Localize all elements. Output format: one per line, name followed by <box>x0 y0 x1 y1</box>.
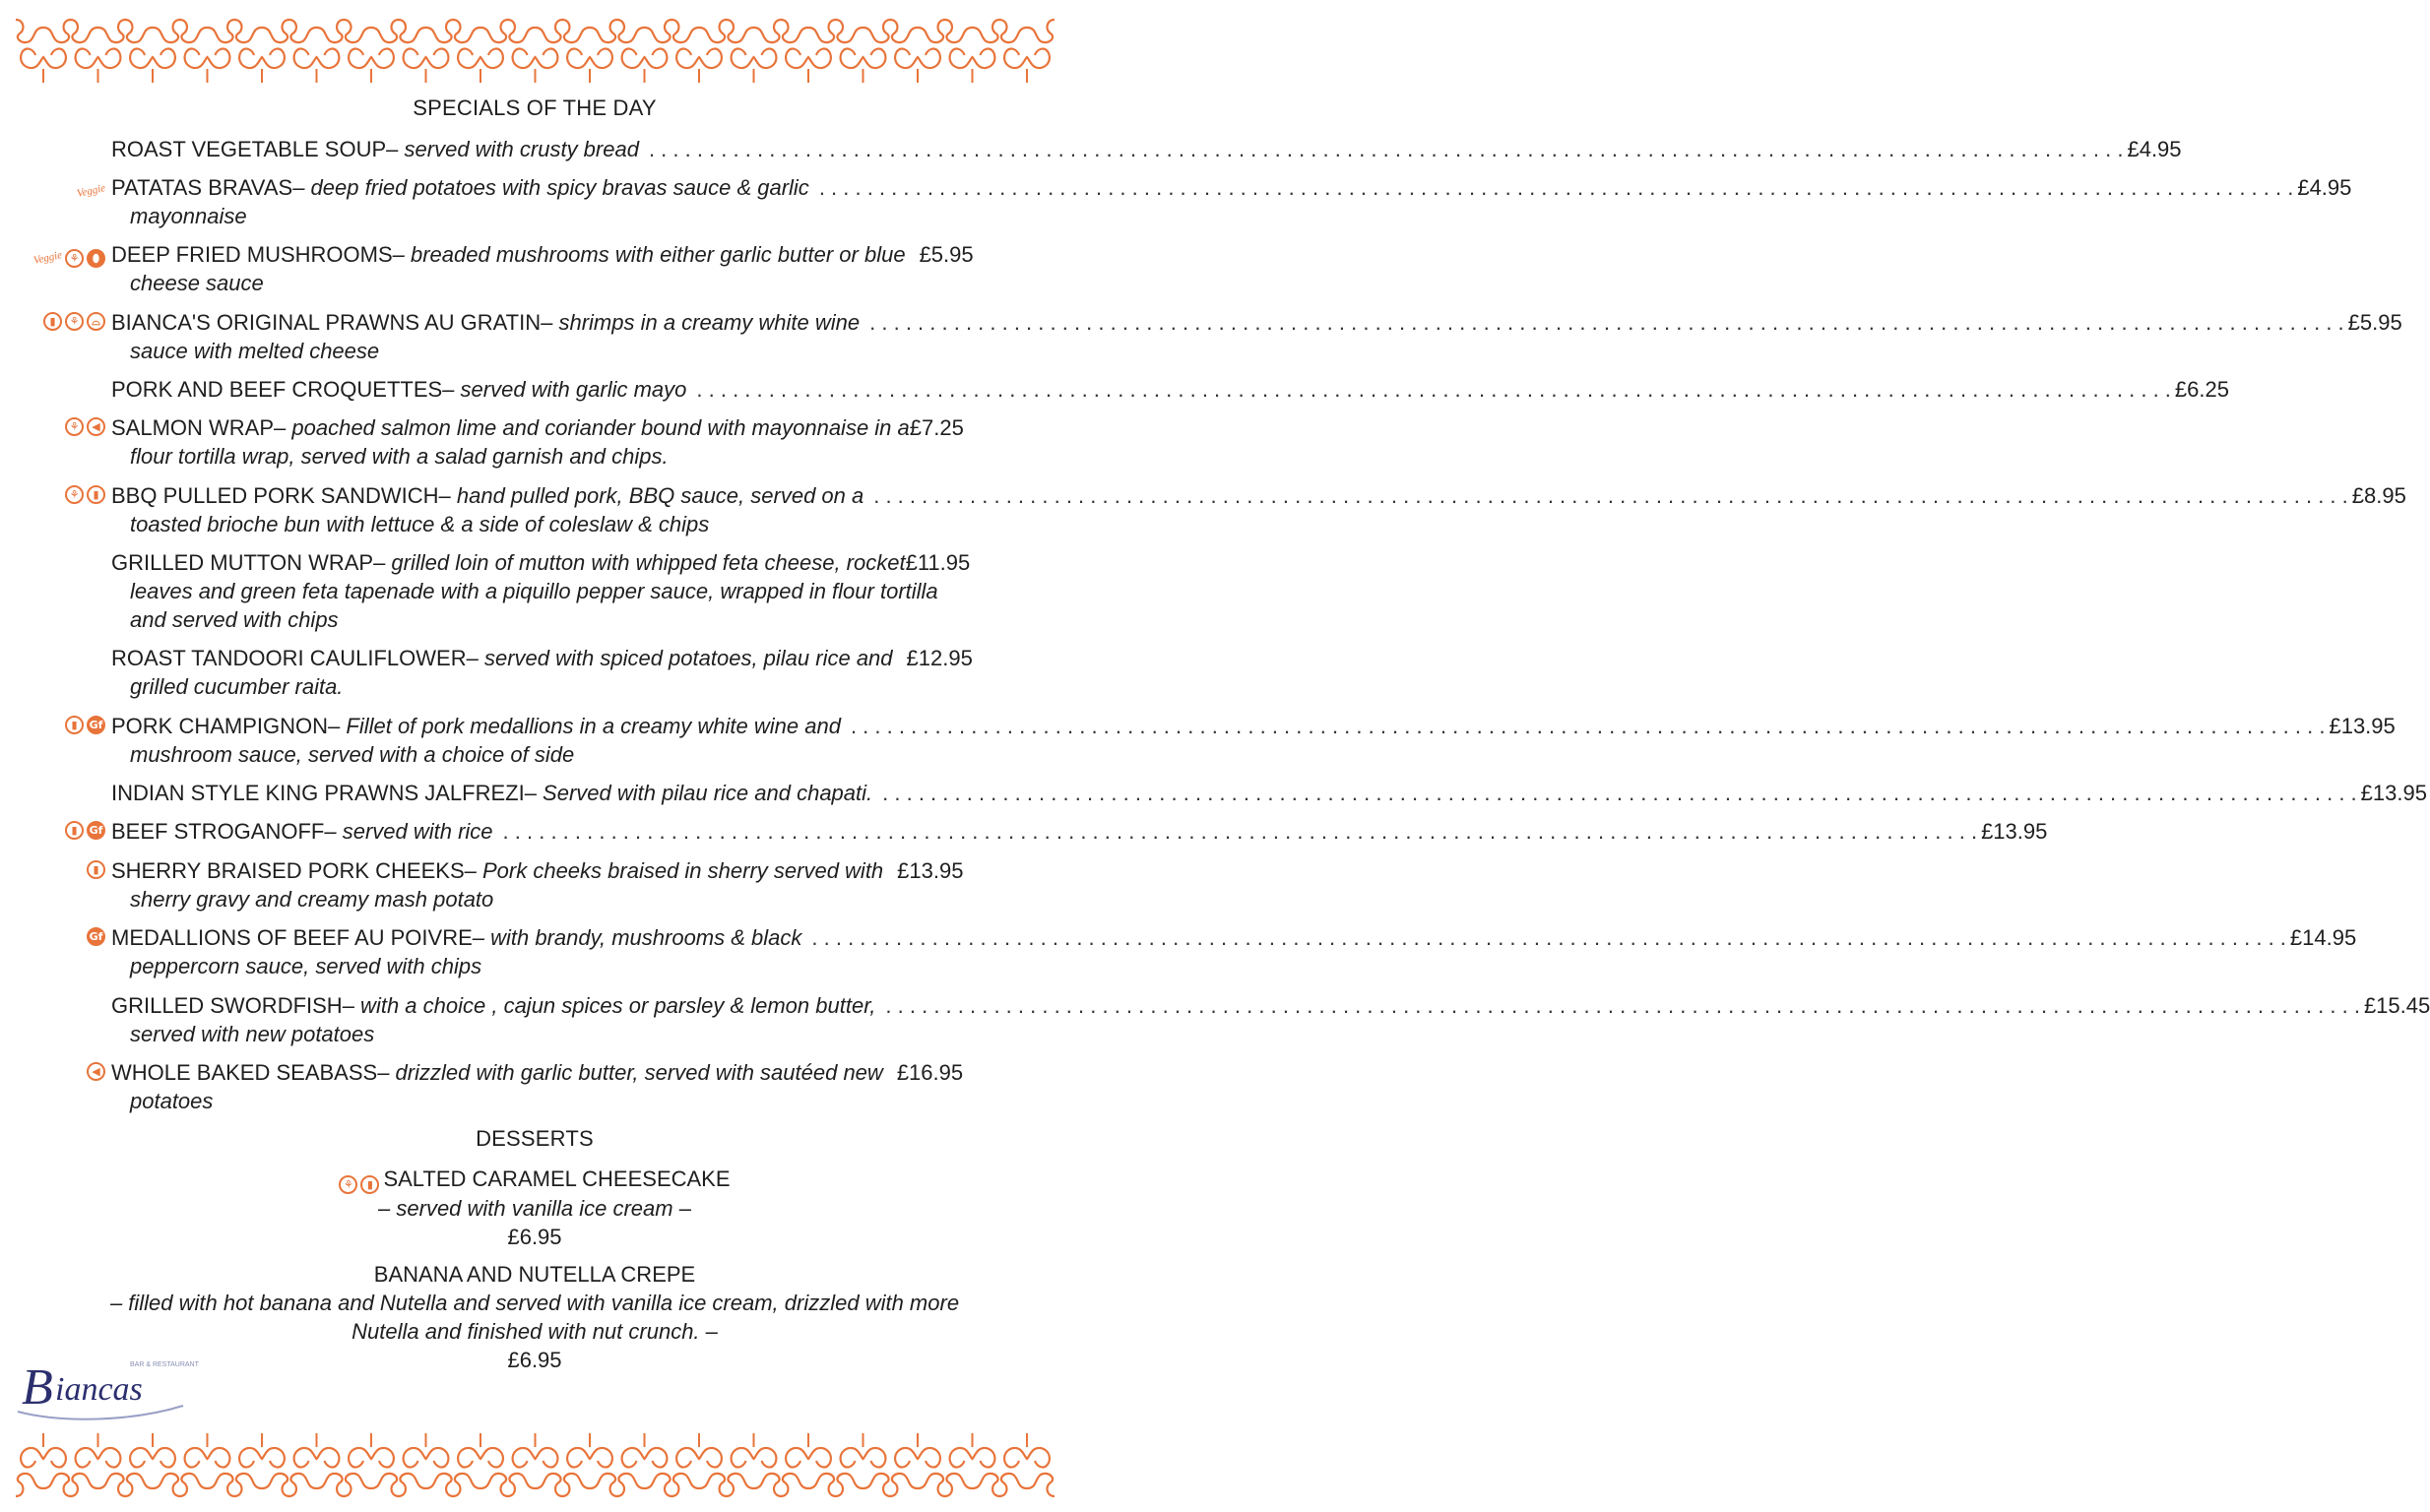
item-price: £8.95 <box>2351 483 2406 508</box>
dessert-name: BANANA AND NUTELLA CREPE <box>373 1262 696 1287</box>
item-price: £5.95 <box>2347 310 2402 335</box>
item-price: £13.95 <box>2360 781 2427 805</box>
svg-text:B: B <box>22 1359 53 1416</box>
allergen-icons <box>43 312 105 331</box>
svg-text:iancas: iancas <box>55 1371 143 1408</box>
item-description-continued: mushroom sauce, served with a choice of side <box>130 742 575 767</box>
item-price: £5.95 <box>919 242 974 267</box>
item-description-continued: sherry gravy and creamy mash potato <box>130 887 494 912</box>
item-name: MEDALLIONS OF BEEF AU POIVRE <box>111 925 473 950</box>
menu-item <box>89 923 2357 980</box>
fish-icon: ◀ <box>87 1062 105 1081</box>
menu-item <box>92 1058 964 1115</box>
item-price: £13.95 <box>897 858 964 883</box>
menu-item <box>111 135 2182 163</box>
item-description-continued: served with new potatoes <box>130 1022 375 1046</box>
item-name: PATATAS BRAVAS <box>111 175 293 200</box>
item-description: – served with garlic mayo <box>442 377 687 402</box>
ornamental-border-top <box>12 8 1057 85</box>
item-name: GRILLED MUTTON WRAP <box>111 550 374 575</box>
leader-dots <box>851 712 2326 740</box>
milk-icon: ▮ <box>65 821 84 840</box>
item-name: DEEP FRIED MUSHROOMS <box>111 242 393 267</box>
item-price: £12.95 <box>906 646 973 670</box>
item-name: SALMON WRAP <box>111 415 275 440</box>
item-price: £11.95 <box>905 550 971 575</box>
dessert-description: – served with vanilla ice cream – <box>378 1196 691 1221</box>
menu-item <box>111 375 2229 404</box>
item-name: BBQ PULLED PORK SANDWICH <box>111 483 439 508</box>
leader-dots <box>819 173 2294 202</box>
allergen-icons <box>87 927 105 946</box>
item-description: – with a choice , cajun spices or parsley & lemon butter, <box>342 993 876 1018</box>
item-price: £4.95 <box>2297 175 2352 200</box>
biancas-logo <box>14 1353 199 1431</box>
item-description: – Pork cheeks braised in sherry served with <box>464 858 884 883</box>
wheat-icon: ⚘ <box>65 249 84 268</box>
ornamental-border-bottom <box>12 1429 1057 1508</box>
leader-dots <box>696 375 2171 404</box>
dessert-item <box>0 1165 1069 1251</box>
menu-item <box>69 413 964 471</box>
dessert-name: SALTED CARAMEL CHEESECAKE <box>383 1166 731 1191</box>
shellfish-icon: ⌓ <box>87 312 105 331</box>
allergen-icons <box>65 417 105 436</box>
fish-icon: ◀ <box>87 417 105 436</box>
item-description-continued: toasted brioche bun with lettuce & a side of coleslaw & chips <box>130 512 710 536</box>
dessert-price: £6.95 <box>507 1348 562 1372</box>
allergen-icons <box>65 716 105 734</box>
menu-item <box>93 856 964 914</box>
veggie-icon: Veggie <box>32 249 63 267</box>
menu-item <box>32 240 974 297</box>
menu-item <box>71 817 2048 846</box>
item-name: BEEF STROGANOFF <box>111 819 325 844</box>
dessert-description: Nutella and finished with nut crunch. – <box>352 1319 718 1344</box>
menu-item <box>75 173 2352 230</box>
item-description: – served with crusty bread <box>386 137 639 161</box>
allergen-icons <box>65 485 105 504</box>
wheat-icon: ⚘ <box>65 417 84 436</box>
item-description: – served with rice <box>324 819 493 844</box>
leader-dots <box>649 135 2124 163</box>
gluten-free-icon: Gf <box>87 821 105 840</box>
leader-dots <box>882 779 2357 807</box>
milk-icon: ▮ <box>360 1175 379 1194</box>
item-description: – grilled loin of mutton with whipped feta cheese, rocket <box>373 550 906 575</box>
item-description: – shrimps in a creamy white wine <box>541 310 861 335</box>
allergen-icons <box>339 1175 379 1194</box>
item-name: INDIAN STYLE KING PRAWNS JALFREZI <box>111 781 525 805</box>
allergen-icons <box>87 860 105 879</box>
milk-icon: ▮ <box>65 716 84 734</box>
item-description-continued: cheese sauce <box>130 271 264 295</box>
item-description-continued: peppercorn sauce, served with chips <box>130 954 482 978</box>
milk-icon: ▮ <box>43 312 62 331</box>
allergen-icons <box>77 177 105 206</box>
item-name: PORK AND BEEF CROQUETTES <box>111 377 443 402</box>
dessert-price: £6.95 <box>507 1225 562 1249</box>
item-description-continued: flour tortilla wrap, served with a salad garnish and chips. <box>130 444 669 469</box>
item-name: WHOLE BAKED SEABASS <box>111 1060 378 1085</box>
item-description: – Fillet of pork medallions in a creamy white wine and <box>328 714 841 738</box>
item-description: – poached salmon lime and coriander bound with mayonnaise in a <box>274 415 910 440</box>
milk-icon: ▮ <box>87 485 105 504</box>
item-price: £14.95 <box>2289 925 2357 950</box>
allergen-icons <box>33 244 105 273</box>
item-name: BIANCA'S ORIGINAL PRAWNS AU GRATIN <box>111 310 542 335</box>
menu-item <box>111 548 971 634</box>
specials-title: SPECIALS OF THE DAY <box>413 95 657 120</box>
item-price: £7.25 <box>909 415 964 440</box>
item-price: £4.95 <box>2127 137 2182 161</box>
item-description: – with brandy, mushrooms & black <box>472 925 802 950</box>
item-name: ROAST VEGETABLE SOUP <box>111 137 387 161</box>
wheat-icon: ⚘ <box>339 1175 357 1194</box>
item-description: – hand pulled pork, BBQ sauce, served on a <box>438 483 864 508</box>
egg-icon: ⬮ <box>87 249 105 268</box>
item-description-continued: and served with chips <box>130 607 339 632</box>
item-price: £16.95 <box>896 1060 964 1085</box>
item-description: – breaded mushrooms with either garlic butter or blue <box>392 242 906 267</box>
menu-item <box>111 991 2430 1048</box>
item-price: £6.25 <box>2174 377 2229 402</box>
item-price: £13.95 <box>1981 819 2048 844</box>
item-description-continued: potatoes <box>130 1089 214 1113</box>
leader-dots <box>503 817 1978 846</box>
menu-item <box>111 779 2427 807</box>
allergen-icons <box>87 1062 105 1081</box>
item-description: – Served with pilau rice and chapati. <box>524 781 873 805</box>
item-name: SHERRY BRAISED PORK CHEEKS <box>111 858 465 883</box>
menu-item <box>71 712 2396 769</box>
item-name: ROAST TANDOORI CAULIFLOWER <box>111 646 467 670</box>
item-description: – deep fried potatoes with spicy bravas sauce & garlic <box>292 175 809 200</box>
wheat-icon: ⚘ <box>65 485 84 504</box>
leader-dots <box>869 308 2344 337</box>
allergen-icons <box>65 821 105 840</box>
gluten-free-icon: Gf <box>87 927 105 946</box>
leader-dots <box>885 991 2360 1020</box>
menu-item <box>49 308 2402 365</box>
item-description-continued: mayonnaise <box>130 204 247 228</box>
item-price: £13.95 <box>2329 714 2396 738</box>
gluten-free-icon: Gf <box>87 716 105 734</box>
veggie-icon: Veggie <box>75 182 106 200</box>
svg-text:BAR & RESTAURANT: BAR & RESTAURANT <box>130 1361 199 1368</box>
item-price: £15.45 <box>2363 993 2430 1018</box>
wheat-icon: ⚘ <box>65 312 84 331</box>
item-description-continued: sauce with melted cheese <box>130 339 380 363</box>
menu-item <box>111 644 973 701</box>
leader-dots <box>811 923 2286 952</box>
leader-dots <box>873 481 2348 510</box>
item-name: PORK CHAMPIGNON <box>111 714 329 738</box>
menu-item <box>69 481 2406 538</box>
item-description: – drizzled with garlic butter, served with sautéed new <box>377 1060 883 1085</box>
milk-icon: ▮ <box>87 860 105 879</box>
desserts-title: DESSERTS <box>476 1126 594 1151</box>
item-name: GRILLED SWORDFISH <box>111 993 343 1018</box>
item-description-continued: leaves and green feta tapenade with a piquillo pepper sauce, wrapped in flour tortilla <box>130 579 938 603</box>
dessert-description: – filled with hot banana and Nutella and served with vanilla ice cream, drizzled with more <box>109 1291 960 1315</box>
item-description-continued: grilled cucumber raita. <box>130 674 344 699</box>
item-description: – served with spiced potatoes, pilau rice and <box>466 646 893 670</box>
